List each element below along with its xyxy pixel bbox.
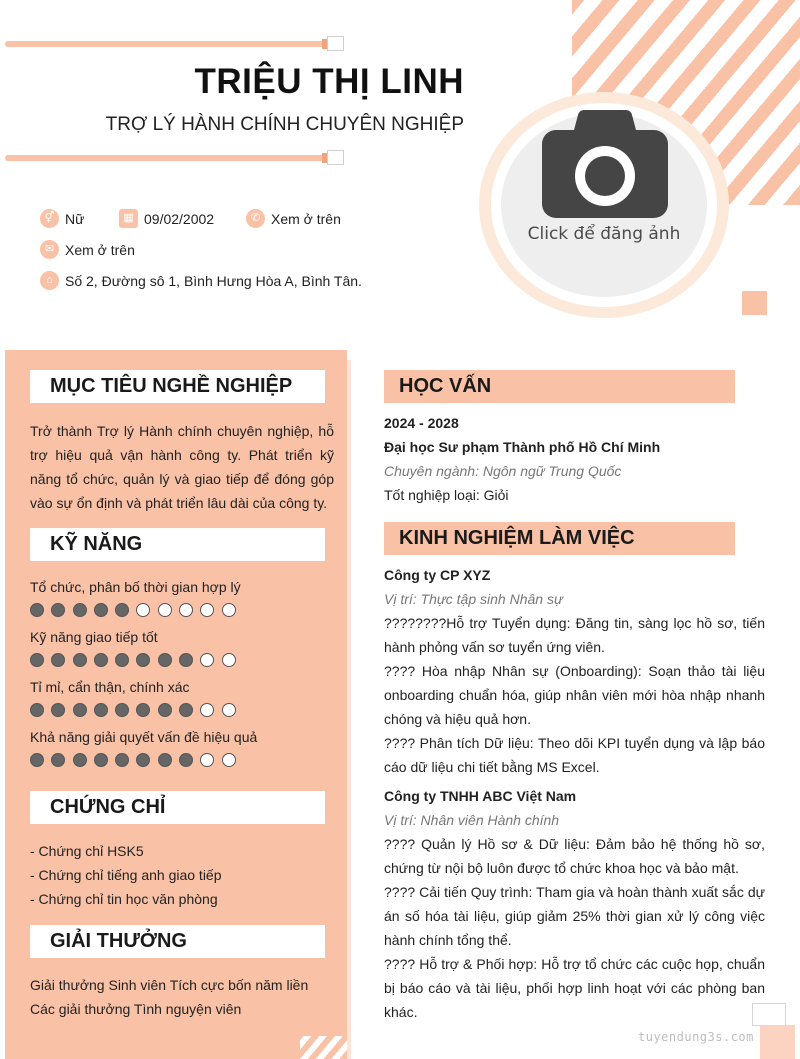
certificate-item: - Chứng chỉ HSK5	[30, 843, 144, 859]
phone-icon: ✆	[246, 209, 265, 228]
rating-dot-filled	[136, 703, 150, 717]
rating-dot-empty	[222, 653, 236, 667]
skill-rating[interactable]	[30, 603, 243, 617]
awards-list[interactable]	[30, 973, 308, 1021]
home-icon: ⌂	[40, 271, 59, 290]
rating-dot-filled	[158, 653, 172, 667]
rating-dot-filled	[51, 603, 65, 617]
education-school[interactable]: Đại học Sư phạm Thành phố Hồ Chí Minh	[384, 439, 661, 455]
skill-rating[interactable]	[30, 753, 243, 767]
section-heading-objective[interactable]: MỤC TIÊU NGHỀ NGHIỆP	[30, 370, 325, 403]
rating-dot-empty	[200, 753, 214, 767]
skill-name[interactable]: Tổ chức, phân bố thời gian hợp lý	[30, 579, 241, 595]
section-heading-skills[interactable]: KỸ NĂNG	[30, 528, 325, 561]
education-grade[interactable]: Tốt nghiệp loại: Giỏi	[384, 487, 509, 503]
rating-dot-filled	[30, 753, 44, 767]
header-line-box	[327, 150, 344, 165]
decorative-stripes-bottom	[300, 1036, 347, 1059]
rating-dot-filled	[30, 603, 44, 617]
rating-dot-filled	[158, 753, 172, 767]
section-heading-awards[interactable]: GIẢI THƯỞNG	[30, 925, 325, 958]
rating-dot-filled	[51, 753, 65, 767]
camera-icon[interactable]	[542, 110, 668, 218]
decorative-box	[752, 1003, 786, 1026]
rating-dot-filled	[158, 703, 172, 717]
rating-dot-empty	[158, 603, 172, 617]
rating-dot-filled	[115, 703, 129, 717]
photo-placeholder-text[interactable]: Click để đăng ảnh	[527, 224, 681, 244]
rating-dot-filled	[94, 653, 108, 667]
rating-dot-filled	[51, 653, 65, 667]
contact-email[interactable]	[40, 240, 135, 259]
certificate-item: - Chứng chỉ tiếng anh giao tiếp	[30, 867, 222, 883]
rating-dot-filled	[179, 703, 193, 717]
contact-address[interactable]	[40, 271, 362, 290]
decorative-square	[742, 291, 767, 315]
candidate-name[interactable]: TRIỆU THỊ LINH	[194, 62, 464, 101]
rating-dot-filled	[51, 703, 65, 717]
rating-dot-empty	[136, 603, 150, 617]
skill-name[interactable]: Kỹ năng giao tiếp tốt	[30, 629, 158, 645]
contact-gender[interactable]	[40, 209, 84, 228]
phone-value: Xem ở trên	[271, 210, 341, 227]
rating-dot-filled	[94, 703, 108, 717]
section-heading-experience[interactable]: KINH NGHIỆM LÀM VIỆC	[384, 522, 735, 555]
header-line-top	[5, 41, 325, 47]
education-period[interactable]: 2024 - 2028	[384, 415, 459, 431]
contact-birthday[interactable]	[119, 209, 214, 228]
decorative-square-bottom	[760, 1025, 795, 1059]
rating-dot-filled	[179, 753, 193, 767]
job-duty[interactable]: ???? Hỗ trợ & Phối hợp: Hỗ trợ tổ chức các cuộc họp, chuẩn bị báo cáo và tài liệu, phối hợp linh hoạt với các phòng ban khác.	[384, 956, 765, 1020]
gender-value: Nữ	[65, 210, 85, 227]
rating-dot-filled	[73, 603, 87, 617]
rating-dot-filled	[73, 753, 87, 767]
skill-name[interactable]: Tỉ mỉ, cẩn thận, chính xác	[30, 679, 190, 695]
rating-dot-filled	[179, 653, 193, 667]
rating-dot-filled	[115, 653, 129, 667]
job-duty[interactable]: ???? Cải tiến Quy trình: Tham gia và hoàn thành xuất sắc dự án số hóa tài liệu, giúp giảm 25% thời gian xử lý công việc hành chính tổng thể.	[384, 884, 765, 948]
rating-dot-filled	[115, 753, 129, 767]
email-value: Xem ở trên	[65, 241, 135, 258]
rating-dot-empty	[222, 703, 236, 717]
job-duty[interactable]: ???? Hòa nhập Nhân sự (Onboarding): Soạn thảo tài liệu onboarding chuẩn hóa, giúp nhân viên mới hòa nhập nhanh chóng và hiệu quả hơn.	[384, 663, 765, 727]
award-item: Giải thưởng Sinh viên Tích cực bốn năm liền	[30, 977, 309, 993]
rating-dot-filled	[30, 703, 44, 717]
skill-name[interactable]: Khả năng giải quyết vấn đề hiệu quả	[30, 729, 258, 745]
job-duty[interactable]: ????????Hỗ trợ Tuyển dụng: Đăng tin, sàng lọc hồ sơ, tiến hành phỏng vấn sơ tuyển ứng viên.	[384, 615, 765, 655]
job-company[interactable]: Công ty TNHH ABC Việt Nam	[384, 788, 577, 804]
skill-rating[interactable]	[30, 653, 243, 667]
header-line-box	[327, 36, 344, 51]
job-position[interactable]: Vị trí: Thực tập sinh Nhân sự	[384, 591, 563, 607]
rating-dot-empty	[200, 653, 214, 667]
section-heading-certificates[interactable]: CHỨNG CHỈ	[30, 791, 325, 824]
objective-text[interactable]: Trở thành Trợ lý Hành chính chuyên nghiệp, hỗ trợ hiệu quả vận hành công ty. Phát triển kỹ năng tổ chức, quản lý và giao tiếp để đóng góp vào sự ổn định và phát triển lâu dài của công ty.	[30, 423, 334, 511]
rating-dot-filled	[73, 653, 87, 667]
skill-rating[interactable]	[30, 703, 243, 717]
left-column-edge	[347, 360, 351, 1059]
candidate-title[interactable]: TRỢ LÝ HÀNH CHÍNH CHUYÊN NGHIỆP	[105, 114, 464, 135]
watermark: tuyendung3s.com	[638, 1030, 754, 1044]
job-position[interactable]: Vị trí: Nhân viên Hành chính	[384, 812, 560, 828]
job-duty[interactable]: ???? Quản lý Hồ sơ & Dữ liệu: Đảm bảo hệ thống hồ sơ, chứng từ nội bộ luôn được tổ chức khoa học và bảo mật.	[384, 836, 765, 876]
certificate-item: - Chứng chỉ tin học văn phòng	[30, 891, 218, 907]
rating-dot-empty	[200, 603, 214, 617]
email-icon: ✉	[40, 240, 59, 259]
rating-dot-filled	[94, 603, 108, 617]
header-line-bottom	[5, 155, 325, 161]
gender-icon: ⚥	[40, 209, 59, 228]
rating-dot-empty	[222, 603, 236, 617]
rating-dot-filled	[73, 703, 87, 717]
section-heading-education[interactable]: HỌC VẤN	[384, 370, 735, 403]
education-major[interactable]: Chuyên ngành: Ngôn ngữ Trung Quốc	[384, 463, 622, 479]
rating-dot-empty	[222, 753, 236, 767]
job-company[interactable]: Công ty CP XYZ	[384, 567, 491, 583]
certificates-list[interactable]	[30, 839, 222, 911]
award-item: Các giải thưởng Tình nguyện viên	[30, 1001, 242, 1017]
rating-dot-filled	[136, 653, 150, 667]
rating-dot-empty	[200, 703, 214, 717]
job-duty[interactable]: ???? Phân tích Dữ liệu: Theo dõi KPI tuyển dụng và lập báo cáo dữ liệu chi tiết bằng MS Excel.	[384, 735, 765, 775]
rating-dot-filled	[115, 603, 129, 617]
address-value: Số 2, Đường sô 1, Bình Hưng Hòa A, Bình Tân.	[65, 272, 362, 289]
rating-dot-filled	[94, 753, 108, 767]
contact-phone[interactable]	[246, 209, 341, 228]
calendar-icon: ▦	[119, 209, 138, 228]
rating-dot-filled	[30, 653, 44, 667]
rating-dot-filled	[136, 753, 150, 767]
rating-dot-empty	[179, 603, 193, 617]
birthday-value: 09/02/2002	[144, 210, 215, 227]
